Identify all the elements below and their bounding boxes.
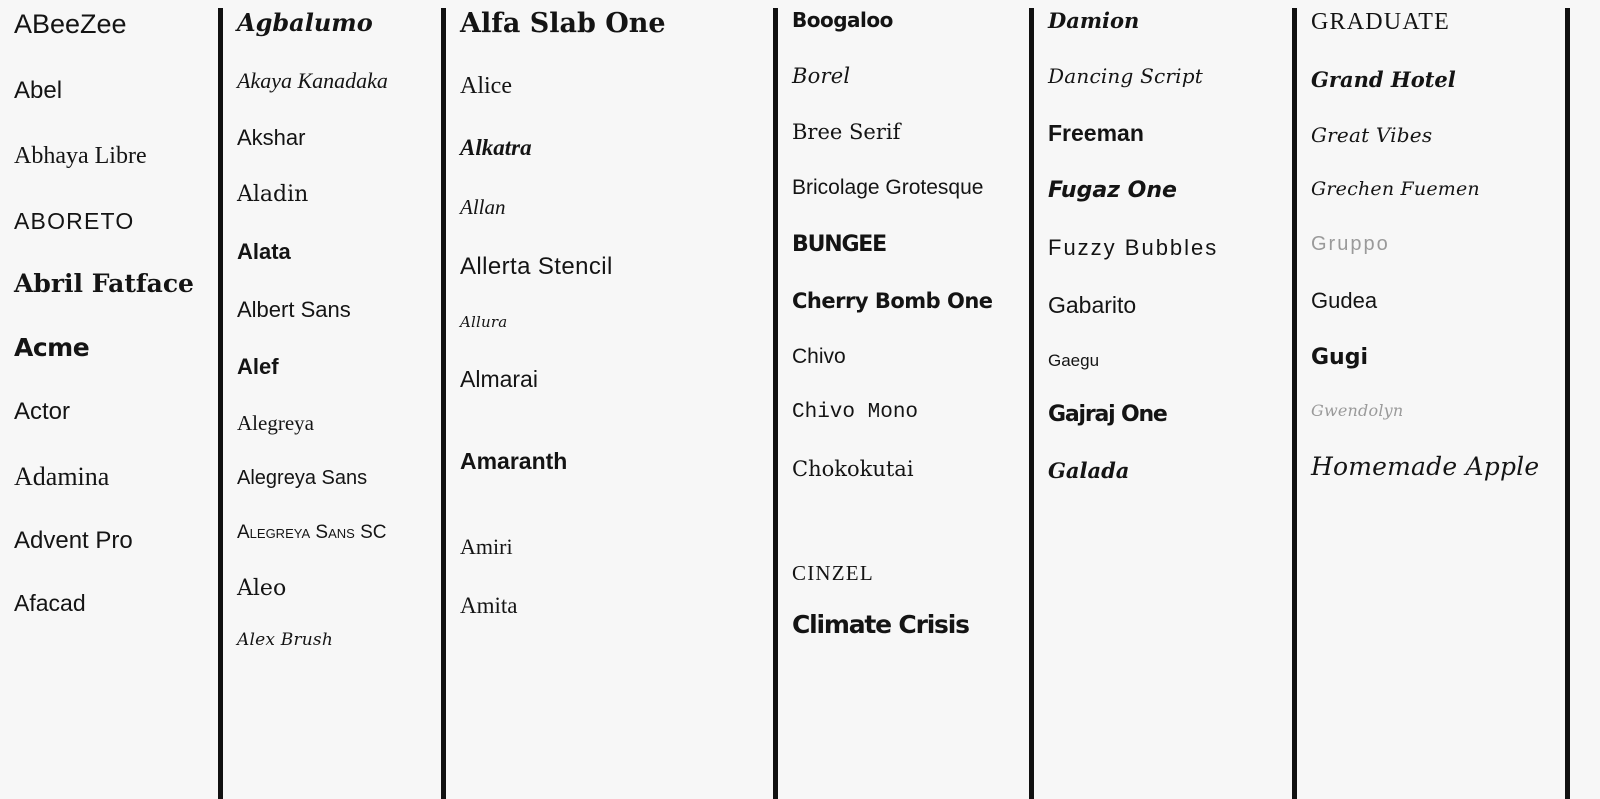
font-name-item[interactable]: Great Vibes — [1311, 123, 1433, 148]
font-name-item[interactable]: Almarai — [460, 365, 538, 392]
font-name-item[interactable]: Gwendolyn — [1311, 401, 1404, 421]
font-name-item[interactable]: Afacad — [14, 590, 86, 617]
column-2 — [223, 0, 441, 799]
font-name-item[interactable]: Actor — [14, 398, 71, 426]
column-4 — [778, 0, 1029, 799]
font-name-item[interactable]: Dancing Script — [1048, 64, 1203, 89]
font-name-item[interactable]: Aladin — [237, 182, 309, 208]
column-1 — [0, 0, 218, 799]
font-name-item[interactable]: Bricolage Grotesque — [792, 176, 984, 200]
font-name-item[interactable]: Gajraj One — [1048, 402, 1167, 428]
column-3 — [446, 0, 773, 799]
column-divider — [1565, 8, 1570, 799]
font-name-item[interactable]: Cherry Bomb One — [792, 289, 993, 314]
font-name-item[interactable]: Allan — [460, 194, 506, 219]
font-name-item[interactable]: Fugaz One — [1048, 178, 1177, 204]
font-name-item[interactable]: Bree Serif — [792, 120, 901, 145]
font-name-item[interactable]: BUNGEE — [792, 232, 886, 258]
font-name-item[interactable]: Alice — [460, 73, 512, 100]
font-name-item[interactable]: Fuzzy Bubbles — [1048, 235, 1219, 261]
font-name-item[interactable]: Alkatra — [460, 134, 532, 160]
font-name-item[interactable]: Chokokutai — [792, 457, 914, 482]
font-name-item[interactable]: Akaya Kanadaka — [237, 68, 388, 94]
font-name-item[interactable]: Akshar — [237, 125, 306, 151]
font-name-item[interactable]: ABORETO — [14, 207, 135, 234]
font-name-item[interactable]: Alegreya — [237, 410, 314, 435]
font-name-item[interactable]: Grechen Fuemen — [1311, 178, 1480, 201]
font-name-item[interactable]: Aleo — [237, 575, 287, 601]
column-5 — [1034, 0, 1292, 799]
font-name-item[interactable]: CINZEL — [792, 561, 874, 586]
font-name-item[interactable]: Allerta Stencil — [460, 252, 613, 280]
font-name-item[interactable]: Damion — [1048, 8, 1140, 33]
font-name-item[interactable]: Boogaloo — [792, 8, 893, 32]
font-name-item[interactable]: Gruppo — [1311, 233, 1390, 256]
font-name-item[interactable]: Acme — [14, 333, 90, 363]
font-name-item[interactable]: Alef — [237, 353, 279, 379]
font-name-item[interactable]: Freeman — [1048, 120, 1144, 147]
font-name-item[interactable]: Albert Sans — [237, 296, 351, 322]
font-name-item[interactable]: Adamina — [14, 461, 110, 491]
font-name-item[interactable]: Galada — [1048, 458, 1130, 484]
font-name-item[interactable]: Abhaya Libre — [14, 142, 147, 169]
font-name-item[interactable]: Amaranth — [460, 447, 568, 474]
font-name-item[interactable]: Chivo Mono — [792, 401, 919, 425]
font-name-item[interactable]: Advent Pro — [14, 526, 133, 554]
font-name-item[interactable]: Alata — [237, 239, 291, 265]
font-name-item[interactable]: Gabarito — [1048, 292, 1137, 319]
font-name-item[interactable]: Gudea — [1311, 288, 1378, 314]
font-name-item[interactable]: Alfa Slab One — [460, 8, 666, 39]
font-name-item[interactable]: Amita — [460, 593, 518, 619]
font-name-item[interactable]: Gugi — [1311, 345, 1369, 371]
font-name-item[interactable]: Climate Crisis — [792, 610, 969, 640]
font-name-item[interactable]: Agbalumo — [237, 8, 373, 37]
font-name-item[interactable]: Alex Brush — [237, 629, 334, 650]
font-name-item[interactable]: Homemade Apple — [1311, 452, 1540, 482]
font-name-item[interactable]: ABeeZee — [14, 9, 127, 39]
font-name-item[interactable]: GRADUATE — [1311, 9, 1450, 35]
column-6 — [1297, 0, 1565, 799]
font-name-item[interactable]: Chivo — [792, 345, 846, 369]
font-name-item[interactable]: Alegreya Sans SC — [237, 521, 387, 543]
font-name-item[interactable]: Amiri — [460, 533, 513, 559]
font-name-item[interactable]: Abril Fatface — [14, 268, 194, 298]
font-name-item[interactable]: Alegreya Sans — [237, 466, 368, 489]
font-name-item[interactable]: Gaegu — [1048, 350, 1100, 370]
font-name-item[interactable]: Grand Hotel — [1311, 67, 1456, 93]
font-name-item[interactable]: Abel — [14, 77, 63, 105]
font-name-item[interactable]: Borel — [792, 64, 851, 88]
font-name-item[interactable]: Allura — [460, 312, 508, 331]
